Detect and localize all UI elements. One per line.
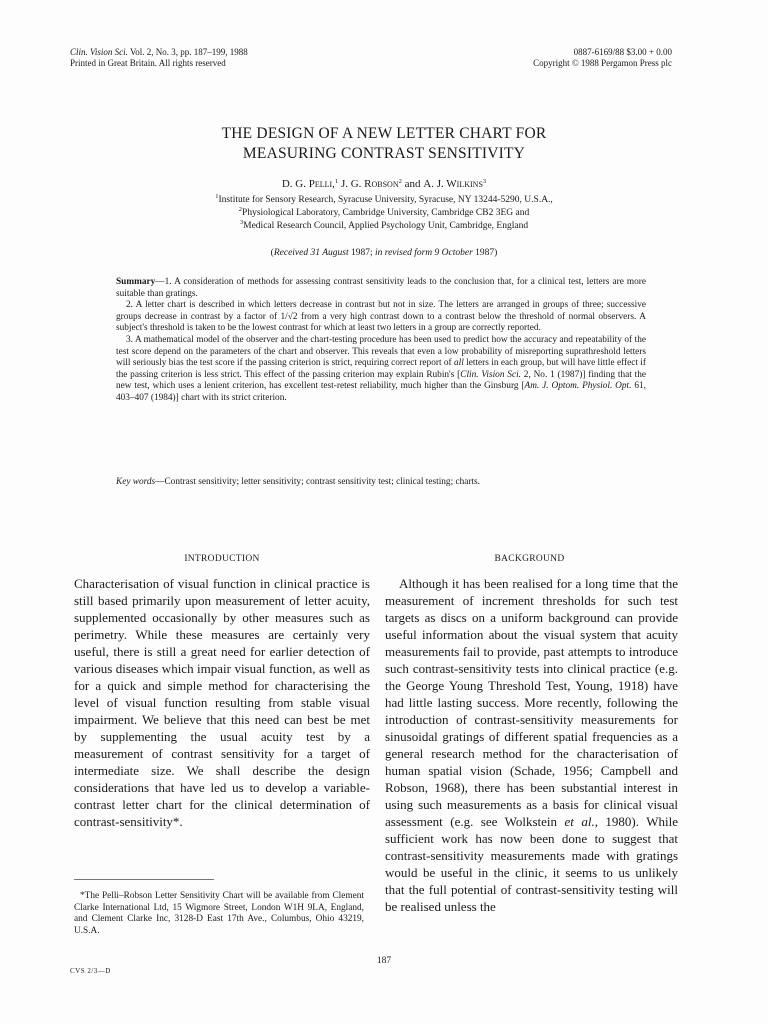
print-code: CVS 2/3—D bbox=[70, 967, 111, 975]
background-column bbox=[385, 575, 678, 915]
summary-label: Summary bbox=[116, 277, 156, 287]
footnote-rule bbox=[74, 879, 214, 880]
introduction-column bbox=[74, 575, 370, 830]
keywords-line: Key words—Contrast sensitivity; letter sensitivity; contrast sensitivity test; clinical testing; charts. bbox=[116, 477, 481, 487]
background-paragraph: Although it has been realised for a long time that the measurement of increment thresholds for such test targets as discs on a uniform background can provide useful information about the visual system that acuity measurements fail to provide, past attempts to introduce such contrast-sensitivity tests into clinical practice (e.g. the George Young Threshold Test, Young, 1918) have had little lasting success. More recently, following the introduction of contrast-sensitivity measurements for sinusoidal gratings of different spatial frequencies as a general research method for the characterisation of human spatial vision (Schade, 1956; Campbell and Robson, 1968), there has been substantial interest in using such measurements as a basis for clinical visual assessment (e.g. see Wolkstein et al., 1980). While sufficient work has now been done to suggest that contrast-sensitivity measurements made with gratings would be useful in the clinic, it seems to us unlikely that the full potential of contrast-sensitivity testing will be realised unless the bbox=[385, 576, 678, 914]
page-number: 187 bbox=[376, 956, 392, 966]
article-title bbox=[96, 124, 672, 164]
issn-price: 0887-6169/88 $3.00 + 0.00 bbox=[573, 47, 672, 57]
summary-p3: 3. A mathematical model of the observer and the chart-testing procedure has been used to predict how the accuracy and repeatability of the test score depend on the parameters of the chart and observer. This reveals that even a low probability of misreporting suprathreshold letters will seriously bias the test score if the passing criterion is strict, requiring correct report of all letters in each group, but will have little effect if the passing criterion is less strict. This effect of the passing criterion may explain Rubin's [Clin. Vision Sci. 2, No. 1 (1987)] finding that the new test, which uses a lenient criterion, has excellent test-retest reliability, much higher than the Ginsburg [Am. J. Optom. Physiol. Opt. 61, 403–407 (1984)] chart with its strict criterion. bbox=[116, 334, 647, 403]
affiliation-2: $^2$Physiological Laboratory, Cambridge University, Cambridge CB2 3EG and bbox=[238, 206, 530, 219]
author-list bbox=[96, 177, 672, 191]
summary-block bbox=[116, 277, 646, 405]
affiliations bbox=[96, 194, 672, 234]
journal-citation: Vol. 2, No. 3, pp. 187–199, 1988 bbox=[129, 47, 248, 57]
journal-header-right bbox=[533, 47, 672, 69]
keywords-label: Key words bbox=[116, 477, 156, 487]
printed-note: Printed in Great Britain. All rights reserved bbox=[70, 58, 226, 68]
footnote-text: *The Pelli–Robson Letter Sensitivity Chart will be available from Clement Clarke International Ltd, 15 Wigmore Street, London W1H 9LA, England, and Clement Clarke Inc, 3128-D East 17th Ave., Columbus, Ohio 43219, U.S.A. bbox=[74, 891, 364, 936]
summary-p2: 2. A letter chart is described in which letters decrease in contrast but not in size. The letters are arranged in groups of three; successive groups decrease in contrast by a factor of 1/√2 from a very high contrast down to a contrast below the threshold of normal observers. A subject's threshold is taken to be the lowest contrast for which at least two letters in a group are correctly reported. bbox=[116, 300, 646, 334]
author-2: J. G. Robson$^2$ bbox=[340, 178, 402, 190]
heading-background: BACKGROUND bbox=[494, 554, 565, 564]
author-3: A. J. Wilkins$^3$ bbox=[423, 178, 487, 190]
author-1: D. G. Pelli,$^1$ bbox=[281, 178, 339, 190]
title-line-2: MEASURING CONTRAST SENSITIVITY bbox=[242, 145, 526, 162]
summary-p1: Summary—1. A consideration of methods for assessing contrast sensitivity leads to the conclusion that, for a clinical test, letters are more suitable than gratings. bbox=[116, 277, 646, 299]
received-dates: (Received 31 August 1987; in revised form 9 October 1987) bbox=[270, 248, 498, 258]
copyright-line: Copyright © 1988 Pergamon Press plc bbox=[533, 58, 672, 68]
footnote bbox=[74, 891, 364, 937]
title-line-1: THE DESIGN OF A NEW LETTER CHART FOR bbox=[221, 125, 547, 142]
affiliation-1: $^1$Institute for Sensory Research, Syracuse University, Syracuse, NY 13244-5290, U.S.A., bbox=[215, 193, 553, 205]
author-conjunction: and bbox=[404, 178, 421, 190]
affiliation-3: $^3$Medical Research Council, Applied Psychology Unit, Cambridge, England bbox=[239, 219, 529, 232]
journal-header-left bbox=[70, 47, 248, 69]
journal-abbrev: Clin. Vision Sci. bbox=[70, 47, 128, 57]
heading-introduction: INTRODUCTION bbox=[184, 554, 260, 564]
introduction-paragraph: Characterisation of visual function in clinical practice is still based primarily upon measurement of letter acuity, supplemented occasionally by other measures such as perimetry. While these measures are certainly very useful, there is still a great need for earlier detection of various diseases which impair visual function, as well as for a quick and simple method for characterising the level of visual function resulting from stable visual impairment. We believe that this need can best be met by supplementing the usual acuity test by a measurement of contrast sensitivity for a target of intermediate size. We shall describe the design considerations that have led us to develop a variable-contrast letter chart for the clinical determination of contrast-sensitivity*. bbox=[74, 576, 370, 829]
